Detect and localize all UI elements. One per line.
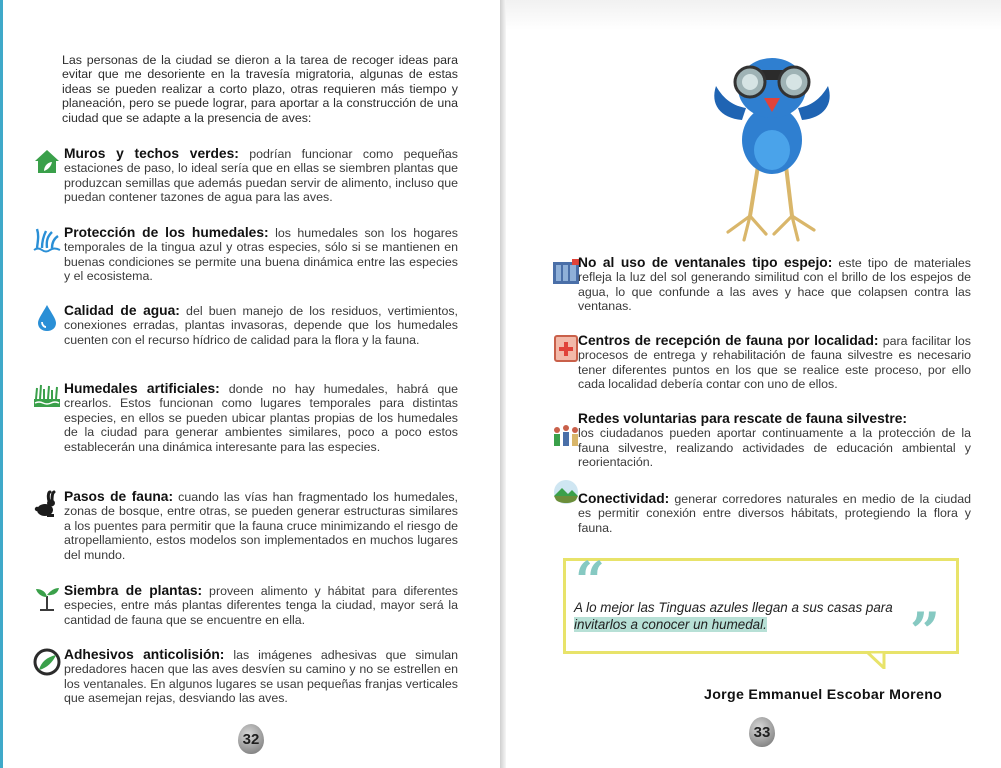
water-drop-icon: [33, 304, 61, 332]
sprout-icon: [33, 584, 61, 612]
author-name: Jorge Emmanuel Escobar Moreno: [704, 687, 943, 703]
intro-paragraph: Las personas de la ciudad se dieron a la tarea de recoger ideas para evitar que me desoriente en la travesía migratoria, algunas de estas ideas se pueden realizar a corto plazo, otras requieren más tiempo y planeación, pero se puede lograr, para aportar a la construcción de una ciudad que se adapte a la presencia de aves:: [62, 53, 458, 125]
quote-text: [574, 599, 944, 633]
volunteers-icon: [552, 422, 580, 450]
quote-line-2: invitarlos a conocer un humedal.: [574, 617, 767, 632]
open-quote-mark: “: [575, 551, 605, 612]
rabbit-icon: [33, 490, 61, 518]
mirror-window-icon: [552, 258, 580, 286]
quote-line-1: A lo mejor las Tinguas azules llegan a sus casas para: [574, 600, 893, 615]
page-number-left: 32: [238, 724, 264, 754]
first-aid-icon: [552, 334, 580, 362]
landscape-icon: [552, 478, 580, 506]
wetland-grass-icon: [33, 226, 61, 254]
quote-box-tail: [858, 651, 898, 669]
close-quote-mark: ”: [910, 602, 940, 663]
sticker-icon: [33, 648, 61, 676]
blue-bird-illustration: [700, 48, 840, 248]
artificial-wetland-icon: [33, 382, 61, 410]
green-house-icon: [33, 147, 61, 175]
page-number-right: 33: [749, 717, 775, 747]
